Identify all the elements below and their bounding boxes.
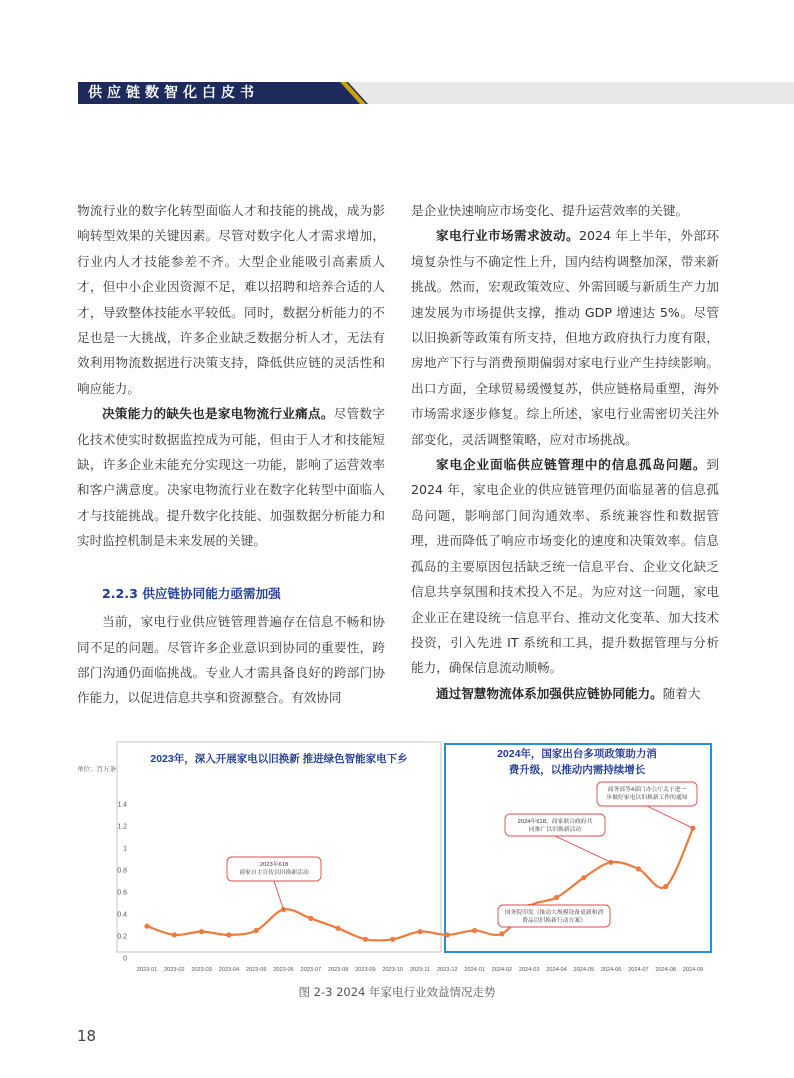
annotation-text: 步做好家电以旧换新工作的通知: [606, 795, 688, 801]
data-point: [554, 895, 559, 900]
x-tick-label: 2024-06: [600, 967, 622, 973]
annotation-leader: [555, 836, 611, 862]
y-tick-label: 0.4: [117, 911, 127, 919]
left-column: [77, 198, 385, 711]
annotation-text: 2023年618: [259, 862, 289, 868]
chart-title-2023: 2023年，深入开展家电以旧换新 推进绿色智能家电下乡: [150, 753, 408, 765]
trend-chart-svg: [77, 740, 714, 976]
annotation-text: 同推广以旧换新活动: [528, 827, 582, 833]
data-point: [417, 929, 422, 934]
data-point: [472, 928, 477, 933]
x-tick-label: 2023-11: [409, 967, 431, 973]
x-tick-label: 2023-05: [245, 967, 267, 973]
data-point: [390, 937, 395, 942]
annotation-text: 商务部等4部门办公厅关于进一: [607, 787, 687, 793]
x-tick-label: 2024-08: [655, 967, 676, 973]
x-tick-label: 2024-01: [464, 967, 485, 973]
right-paragraph-2-body: 2024 年上半年，外部环境复杂性与不确定性上升，国内结构调整加深，带来新挑战。然而，宏观政策效应、外需回暖与新质生产力加速发展为市场提供支撑，推动 GDP 增速达 5%。尽管以旧换新等政策有所支持，但地方政府执行力度有限，房地产下行与消费预期偏弱对家电行业产生持续影响。出口方面，全球贸易缓慢复苏，供应链格局重塑，海外市场需求逐步修复。综上所述，家电行业需密切关注外部变化，灵活调整策略，应对市场挑战。: [411, 228, 719, 447]
data-point: [581, 875, 586, 880]
y-tick-label: 0: [123, 955, 127, 963]
right-paragraph-1: 是企业快速响应市场变化、提升运营效率的关键。: [411, 203, 689, 218]
right-paragraph-4: [411, 681, 719, 706]
data-point: [308, 916, 313, 921]
right-paragraph-2: [411, 223, 719, 452]
right-paragraph-3: [411, 452, 719, 681]
data-point: [144, 924, 149, 929]
annotation-leader: [274, 881, 284, 910]
figure-caption: 图 2-3 2024 年家电行业效益情况走势: [298, 985, 496, 999]
page-number: 18: [77, 1027, 97, 1045]
x-tick-label: 2023-03: [191, 967, 212, 973]
x-tick-label: 2024-07: [628, 967, 649, 973]
x-tick-label: 2023-08: [327, 967, 349, 973]
y-tick-label: 1.2: [117, 823, 127, 831]
x-tick-label: 2023-07: [300, 967, 322, 973]
y-tick-label: 1.4: [117, 801, 127, 809]
y-tick-label: 0.6: [117, 889, 127, 897]
x-tick-label: 2023-02: [164, 967, 185, 973]
data-point: [499, 931, 504, 936]
y-tick-label: 0.2: [117, 933, 127, 941]
data-point: [636, 866, 641, 871]
left-paragraph-1: 物流行业的数字化转型面临人才和技能的挑战，成为影响转型效果的关键因素。尽管对数字化人才需求增加，行业内人才技能参差不齐。大型企业能吸引高素质人才，但中小企业因资源不足，难以招聘和培养合适的人才，导致整体技能水平较低。同时，数据分析能力的不足也是一大挑战，许多企业缺乏数据分析人才，无法有效利用物流数据进行决策支持，降低供应链的灵活性和响应能力。: [77, 203, 385, 396]
annotation-text: 商家自主宣传以旧换新活动: [239, 870, 309, 876]
data-point: [663, 884, 668, 889]
right-paragraph-3-body: 到 2024 年，家电企业的供应链管理仍面临显著的信息孤岛问题，影响部门间沟通效率、系统兼容性和数据管理，进而降低了响应市场变化的速度和决策效率。信息孤岛的主要原因包括缺乏统一信息平台、企业文化缺乏信息共享氛围和技术投入不足。为应对这一问题，家电企业正在建设统一信息平台、推动文化变革、加大技术投资，引入先进 IT 系统和工具，提升数据管理与分析能力，确保信息流动顺畅。: [411, 457, 719, 676]
right-paragraph-4-body: 随着大: [662, 685, 701, 701]
annotation-leader: [647, 806, 693, 828]
x-tick-label: 2024-09: [682, 967, 704, 973]
x-tick-label: 2023-10: [382, 967, 403, 973]
right-paragraph-2-lead: 家电行业市场需求波动。: [436, 228, 579, 244]
data-point: [172, 932, 177, 937]
x-tick-label: 2023-09: [355, 967, 376, 973]
header-title: 供应链数智化白皮书: [88, 85, 259, 101]
left-paragraph-3: 当前，家电行业供应链管理普遍存在信息不畅和协同不足的问题。尽管许多企业意识到协同的重要性，跨部门沟通仍面临挑战。专业人才需具备良好的跨部门协作能力，以促进信息共享和资源整合。有效协同: [77, 614, 385, 706]
data-point: [363, 937, 368, 942]
x-tick-label: 2024-03: [518, 967, 540, 973]
x-tick-label: 2024-05: [573, 967, 595, 973]
right-column: [411, 198, 719, 706]
data-point: [336, 926, 341, 931]
x-tick-label: 2023-12: [437, 967, 458, 973]
data-point: [199, 929, 204, 934]
trend-chart: [77, 740, 714, 976]
annotation-text: 国务院印发《推动大规模设备更新和消: [504, 910, 604, 916]
annotation-text: 2024年618，商家联合政府共: [517, 819, 593, 825]
x-tick-label: 2024-04: [546, 967, 567, 973]
chart-title-2024-line1: 2024年，国家出台多项政策助力消: [497, 748, 657, 760]
section-heading: 2.2.3 供应链协同能力亟需加强: [102, 585, 281, 601]
x-tick-label: 2024-02: [491, 967, 513, 973]
y-tick-label: 1: [123, 845, 127, 853]
annotation-box: [227, 857, 321, 881]
frame-2023: [117, 742, 441, 952]
right-paragraph-3-lead: 家电企业面临供应链管理中的信息孤岛问题。: [436, 457, 707, 473]
annotation-text: 费品以旧换新行动方案》: [522, 918, 586, 924]
right-paragraph-4-lead: 通过智慧物流体系加强供应链协同能力。: [436, 685, 663, 701]
x-tick-label: 2023-04: [218, 967, 240, 973]
data-point: [445, 932, 450, 937]
y-axis-label: 单位：百万条: [77, 766, 116, 773]
data-point: [254, 928, 259, 933]
series-line: [147, 828, 693, 940]
x-tick-label: 2023-06: [273, 967, 294, 973]
left-paragraph-2-body: 尽管数字化技术使实时数据监控成为可能，但由于人才和技能短缺，许多企业未能充分实现这一功能，影响了运营效率和客户满意度。决家电物流行业在数字化转型中面临人才与技能挑战。提升数字化技能、加强数据分析能力和实时监控机制是未来发展的关键。: [77, 406, 386, 549]
x-tick-label: 2023-01: [136, 967, 158, 973]
y-tick-label: 0.8: [117, 867, 127, 875]
data-point: [226, 932, 231, 937]
annotation-box: [597, 782, 697, 806]
data-point: [609, 860, 614, 865]
left-paragraph-2-lead: 决策能力的缺失也是家电物流行业痛点。: [102, 406, 334, 422]
left-paragraph-2: [77, 401, 385, 553]
chart-title-2024-line2: 费升级，以推动内需持续增长: [508, 764, 646, 776]
